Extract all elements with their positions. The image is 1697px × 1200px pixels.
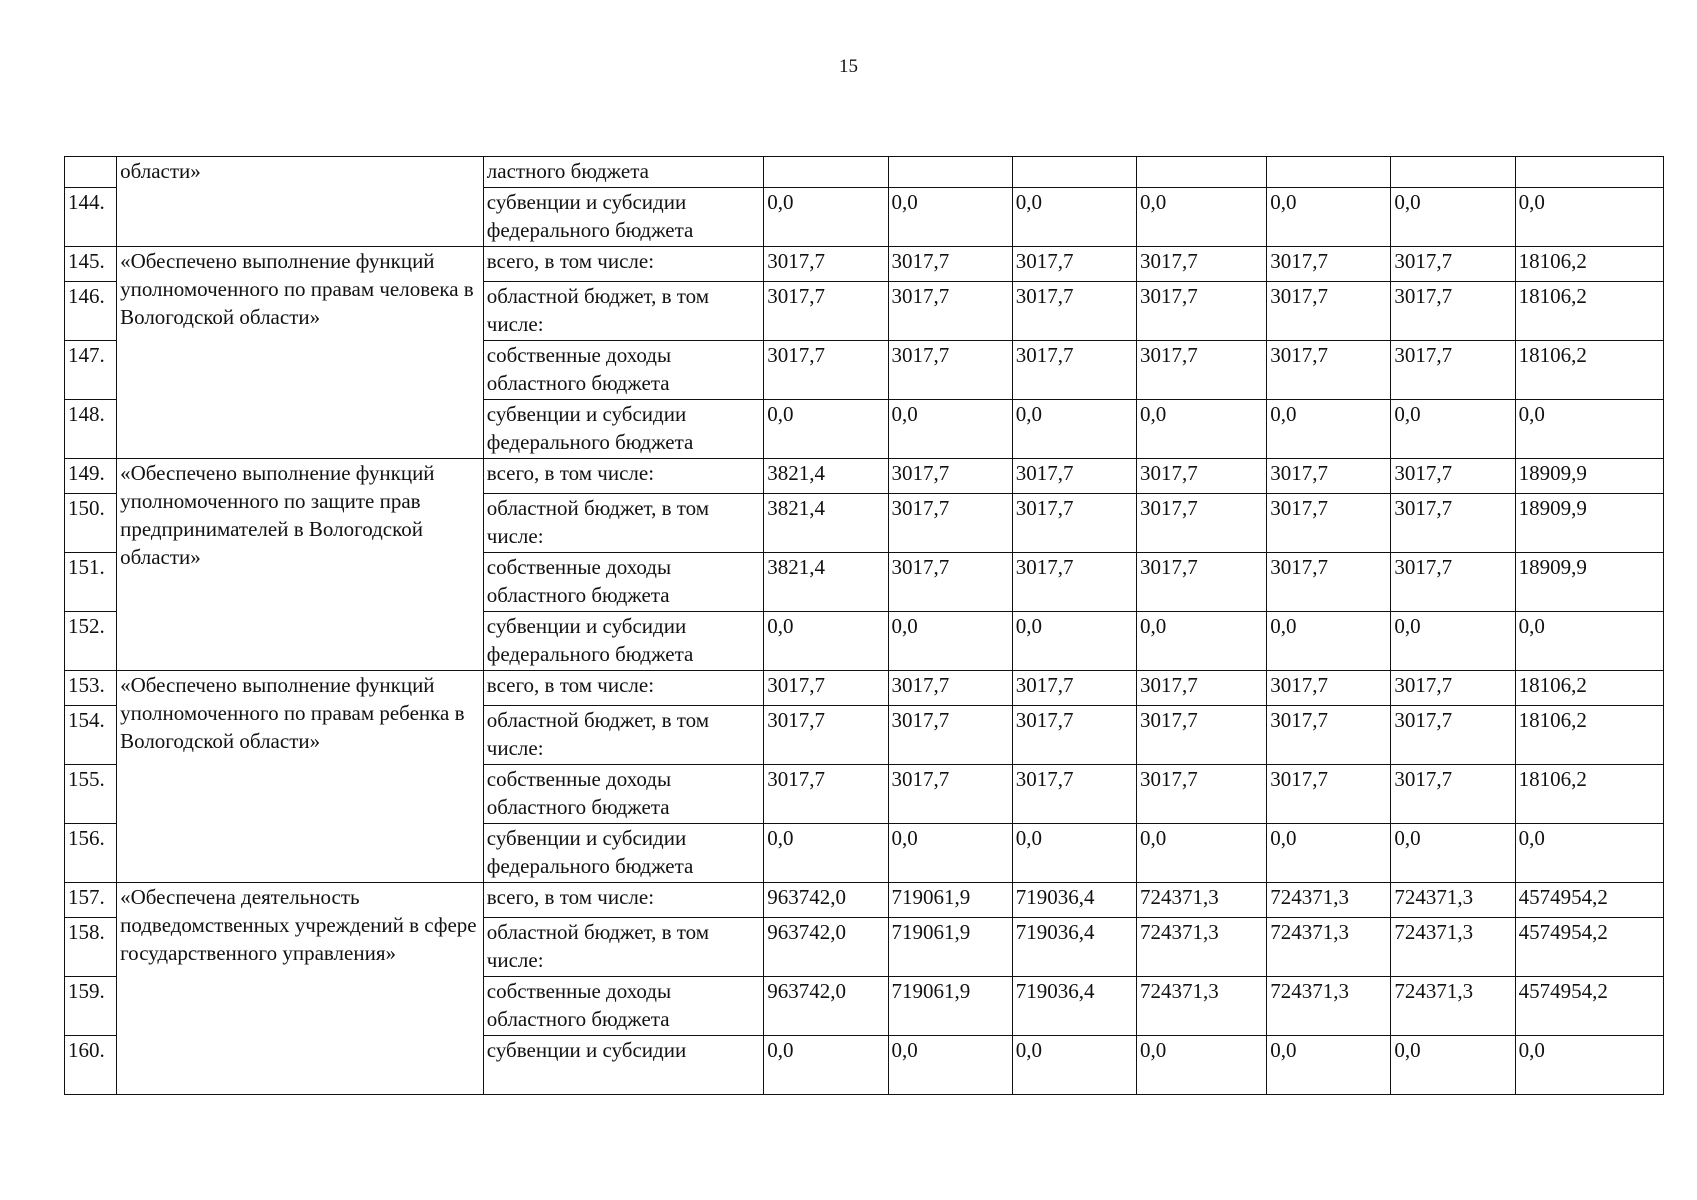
value-cell: 3017,7 xyxy=(1267,706,1391,765)
value-cell: 724371,3 xyxy=(1136,918,1266,977)
value-cell: 0,0 xyxy=(1515,824,1663,883)
funding-source-cell: субвенции и субсидии федерального бюджета xyxy=(483,824,764,883)
value-cell: 3017,7 xyxy=(888,459,1012,494)
value-cell: 0,0 xyxy=(1267,400,1391,459)
value-cell: 18106,2 xyxy=(1515,765,1663,824)
row-number-cell: 152. xyxy=(65,612,117,671)
value-cell: 3017,7 xyxy=(764,706,888,765)
measure-name-cell: «Обеспечено выполнение функций уполномоченного по защите прав предпринимателей в Вологодской области» xyxy=(117,459,484,671)
value-cell: 0,0 xyxy=(764,1036,888,1095)
row-number-cell: 158. xyxy=(65,918,117,977)
value-cell: 18909,9 xyxy=(1515,553,1663,612)
value-cell: 18909,9 xyxy=(1515,459,1663,494)
value-cell: 0,0 xyxy=(1136,400,1266,459)
value-cell: 3017,7 xyxy=(888,341,1012,400)
row-number-cell: 154. xyxy=(65,706,117,765)
value-cell: 18106,2 xyxy=(1515,282,1663,341)
value-cell: 3017,7 xyxy=(888,765,1012,824)
value-cell: 3017,7 xyxy=(888,494,1012,553)
value-cell: 18106,2 xyxy=(1515,247,1663,282)
funding-source-cell: собственные доходы областного бюджета xyxy=(483,341,764,400)
value-cell xyxy=(1267,157,1391,188)
value-cell: 963742,0 xyxy=(764,883,888,918)
value-cell: 3017,7 xyxy=(1391,494,1515,553)
value-cell: 3017,7 xyxy=(1136,553,1266,612)
table-row xyxy=(65,157,1664,188)
value-cell: 4574954,2 xyxy=(1515,977,1663,1036)
value-cell: 0,0 xyxy=(1012,400,1136,459)
value-cell: 3017,7 xyxy=(1391,282,1515,341)
value-cell: 4574954,2 xyxy=(1515,883,1663,918)
value-cell: 719061,9 xyxy=(888,977,1012,1036)
value-cell: 3017,7 xyxy=(1267,459,1391,494)
value-cell: 0,0 xyxy=(764,824,888,883)
value-cell: 0,0 xyxy=(764,400,888,459)
value-cell: 3017,7 xyxy=(764,765,888,824)
value-cell: 3017,7 xyxy=(1267,553,1391,612)
funding-source-cell: субвенции и субсидии федерального бюджета xyxy=(483,188,764,247)
value-cell: 3017,7 xyxy=(1267,247,1391,282)
value-cell: 3017,7 xyxy=(1012,247,1136,282)
value-cell: 3017,7 xyxy=(1012,494,1136,553)
row-number-cell: 151. xyxy=(65,553,117,612)
value-cell: 3017,7 xyxy=(1267,494,1391,553)
value-cell: 0,0 xyxy=(1136,188,1266,247)
value-cell: 3017,7 xyxy=(888,247,1012,282)
value-cell: 0,0 xyxy=(764,188,888,247)
value-cell: 3017,7 xyxy=(1391,341,1515,400)
value-cell: 0,0 xyxy=(888,1036,1012,1095)
value-cell: 724371,3 xyxy=(1391,977,1515,1036)
value-cell: 3821,4 xyxy=(764,459,888,494)
row-number-cell: 149. xyxy=(65,459,117,494)
value-cell: 0,0 xyxy=(764,612,888,671)
value-cell: 0,0 xyxy=(1391,188,1515,247)
row-number-cell: 159. xyxy=(65,977,117,1036)
value-cell: 724371,3 xyxy=(1391,918,1515,977)
value-cell: 3017,7 xyxy=(1391,459,1515,494)
value-cell: 719036,4 xyxy=(1012,977,1136,1036)
value-cell: 719036,4 xyxy=(1012,883,1136,918)
funding-source-cell: субвенции и субсидии федерального бюджета xyxy=(483,400,764,459)
funding-source-cell: собственные доходы областного бюджета xyxy=(483,553,764,612)
value-cell: 3017,7 xyxy=(1136,706,1266,765)
value-cell: 3017,7 xyxy=(1136,247,1266,282)
value-cell: 3017,7 xyxy=(1267,341,1391,400)
value-cell: 3017,7 xyxy=(1391,247,1515,282)
value-cell: 0,0 xyxy=(1391,612,1515,671)
page-number: 15 xyxy=(839,56,858,77)
table-row xyxy=(65,883,1664,918)
value-cell: 0,0 xyxy=(1267,824,1391,883)
value-cell: 3017,7 xyxy=(1136,671,1266,706)
row-number-cell: 160. xyxy=(65,1036,117,1095)
row-number-cell: 145. xyxy=(65,247,117,282)
table-row xyxy=(65,247,1664,282)
value-cell: 719061,9 xyxy=(888,883,1012,918)
value-cell: 3017,7 xyxy=(1136,282,1266,341)
value-cell: 18909,9 xyxy=(1515,494,1663,553)
funding-source-cell: областной бюджет, в том числе: xyxy=(483,706,764,765)
row-number-cell: 144. xyxy=(65,188,117,247)
value-cell: 3017,7 xyxy=(1012,706,1136,765)
value-cell xyxy=(1391,157,1515,188)
value-cell: 963742,0 xyxy=(764,977,888,1036)
row-number-cell: 155. xyxy=(65,765,117,824)
value-cell: 18106,2 xyxy=(1515,671,1663,706)
value-cell: 724371,3 xyxy=(1267,883,1391,918)
value-cell xyxy=(1515,157,1663,188)
value-cell: 3017,7 xyxy=(1391,671,1515,706)
value-cell: 3017,7 xyxy=(888,553,1012,612)
measure-name-cell: области» xyxy=(117,157,484,247)
value-cell: 3017,7 xyxy=(1012,282,1136,341)
value-cell: 0,0 xyxy=(1267,188,1391,247)
value-cell: 0,0 xyxy=(1136,824,1266,883)
value-cell: 3017,7 xyxy=(888,706,1012,765)
value-cell: 0,0 xyxy=(1012,612,1136,671)
funding-source-cell: всего, в том числе: xyxy=(483,459,764,494)
value-cell: 0,0 xyxy=(888,824,1012,883)
funding-source-cell: всего, в том числе: xyxy=(483,883,764,918)
value-cell: 724371,3 xyxy=(1267,977,1391,1036)
measure-name-cell: «Обеспечена деятельность подведомственных учреждений в сфере государственного управления» xyxy=(117,883,484,1095)
value-cell: 0,0 xyxy=(1515,400,1663,459)
value-cell: 3017,7 xyxy=(764,282,888,341)
value-cell: 3017,7 xyxy=(1267,282,1391,341)
row-number-cell: 153. xyxy=(65,671,117,706)
value-cell: 4574954,2 xyxy=(1515,918,1663,977)
row-number-cell: 147. xyxy=(65,341,117,400)
value-cell: 3017,7 xyxy=(1136,459,1266,494)
value-cell: 0,0 xyxy=(1012,1036,1136,1095)
value-cell: 724371,3 xyxy=(1136,977,1266,1036)
value-cell: 0,0 xyxy=(1391,1036,1515,1095)
value-cell: 3017,7 xyxy=(1136,765,1266,824)
funding-source-cell: областной бюджет, в том числе: xyxy=(483,494,764,553)
value-cell: 3017,7 xyxy=(1012,765,1136,824)
value-cell: 3017,7 xyxy=(764,671,888,706)
value-cell: 3017,7 xyxy=(764,341,888,400)
value-cell: 18106,2 xyxy=(1515,341,1663,400)
value-cell: 0,0 xyxy=(1391,824,1515,883)
funding-source-cell: собственные доходы областного бюджета xyxy=(483,765,764,824)
value-cell: 3017,7 xyxy=(1136,494,1266,553)
value-cell: 0,0 xyxy=(1515,1036,1663,1095)
value-cell: 3017,7 xyxy=(764,247,888,282)
value-cell: 963742,0 xyxy=(764,918,888,977)
value-cell: 3017,7 xyxy=(1391,553,1515,612)
value-cell: 0,0 xyxy=(888,612,1012,671)
value-cell xyxy=(764,157,888,188)
funding-source-cell: ластного бюджета xyxy=(483,157,764,188)
value-cell xyxy=(1012,157,1136,188)
value-cell: 3017,7 xyxy=(1012,671,1136,706)
value-cell: 3017,7 xyxy=(1012,553,1136,612)
value-cell: 3017,7 xyxy=(1391,706,1515,765)
value-cell: 0,0 xyxy=(1267,612,1391,671)
value-cell: 719061,9 xyxy=(888,918,1012,977)
value-cell: 3821,4 xyxy=(764,553,888,612)
row-number-cell: 148. xyxy=(65,400,117,459)
value-cell: 3821,4 xyxy=(764,494,888,553)
funding-source-cell: субвенции и субсидии xyxy=(483,1036,764,1095)
value-cell: 3017,7 xyxy=(1267,765,1391,824)
value-cell: 0,0 xyxy=(1391,400,1515,459)
table-row xyxy=(65,671,1664,706)
value-cell xyxy=(888,157,1012,188)
value-cell: 3017,7 xyxy=(888,282,1012,341)
value-cell: 3017,7 xyxy=(1267,671,1391,706)
value-cell: 3017,7 xyxy=(1391,765,1515,824)
value-cell: 3017,7 xyxy=(1012,341,1136,400)
row-number-cell: 156. xyxy=(65,824,117,883)
value-cell: 724371,3 xyxy=(1136,883,1266,918)
funding-source-cell: областной бюджет, в том числе: xyxy=(483,918,764,977)
funding-source-cell: собственные доходы областного бюджета xyxy=(483,977,764,1036)
value-cell: 0,0 xyxy=(1012,188,1136,247)
value-cell: 0,0 xyxy=(1012,824,1136,883)
funding-source-cell: всего, в том числе: xyxy=(483,671,764,706)
value-cell: 724371,3 xyxy=(1267,918,1391,977)
value-cell: 724371,3 xyxy=(1391,883,1515,918)
value-cell: 0,0 xyxy=(888,188,1012,247)
value-cell: 0,0 xyxy=(1136,612,1266,671)
row-number-cell xyxy=(65,157,117,188)
row-number-cell: 157. xyxy=(65,883,117,918)
funding-source-cell: областной бюджет, в том числе: xyxy=(483,282,764,341)
table-row xyxy=(65,459,1664,494)
funding-source-cell: субвенции и субсидии федерального бюджета xyxy=(483,612,764,671)
value-cell: 3017,7 xyxy=(1012,459,1136,494)
value-cell xyxy=(1136,157,1266,188)
row-number-cell: 150. xyxy=(65,494,117,553)
value-cell: 0,0 xyxy=(1136,1036,1266,1095)
value-cell: 3017,7 xyxy=(888,671,1012,706)
measure-name-cell: «Обеспечено выполнение функций уполномоченного по правам ребенка в Вологодской области» xyxy=(117,671,484,883)
value-cell: 0,0 xyxy=(888,400,1012,459)
funding-source-cell: всего, в том числе: xyxy=(483,247,764,282)
row-number-cell: 146. xyxy=(65,282,117,341)
value-cell: 0,0 xyxy=(1515,612,1663,671)
value-cell: 3017,7 xyxy=(1136,341,1266,400)
value-cell: 0,0 xyxy=(1515,188,1663,247)
value-cell: 0,0 xyxy=(1267,1036,1391,1095)
value-cell: 719036,4 xyxy=(1012,918,1136,977)
budget-table xyxy=(64,156,1664,1095)
value-cell: 18106,2 xyxy=(1515,706,1663,765)
measure-name-cell: «Обеспечено выполнение функций уполномоченного по правам человека в Вологодской области» xyxy=(117,247,484,459)
